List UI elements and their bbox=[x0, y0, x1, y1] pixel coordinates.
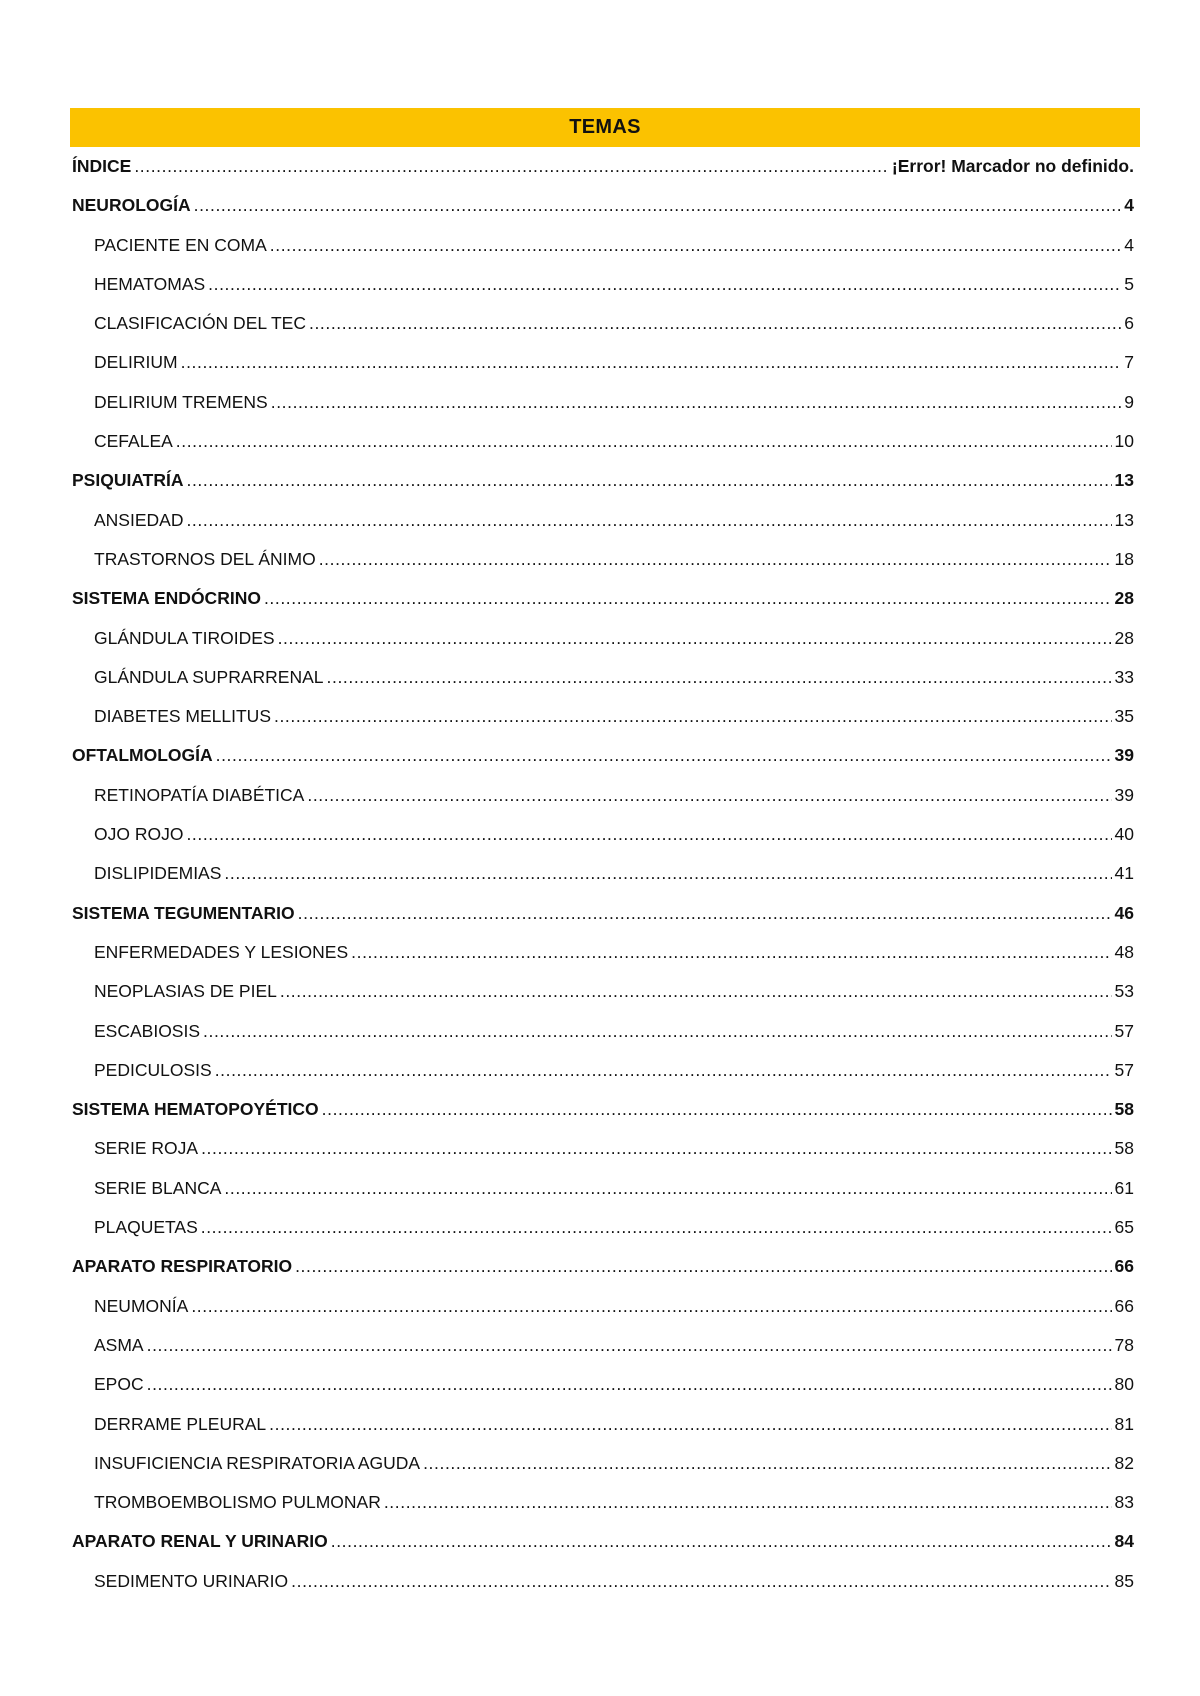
toc-entry-title: NEUMONÍA bbox=[94, 1295, 189, 1316]
toc-subsection-entry[interactable] bbox=[70, 1365, 1140, 1404]
toc-entry-title: NEUROLOGÍA bbox=[72, 195, 191, 216]
toc-entry-title: EPOC bbox=[94, 1374, 144, 1395]
toc-subsection-entry[interactable] bbox=[70, 815, 1140, 854]
toc-entry-title: NEOPLASIAS DE PIEL bbox=[94, 981, 277, 1002]
toc-subsection-entry[interactable] bbox=[70, 1326, 1140, 1365]
toc-entry-page-number: 33 bbox=[1114, 666, 1134, 687]
toc-dot-leader bbox=[224, 1169, 1111, 1208]
toc-dot-leader bbox=[270, 226, 1122, 265]
toc-subsection-entry[interactable] bbox=[70, 854, 1140, 893]
toc-subsection-entry[interactable] bbox=[70, 1051, 1140, 1090]
toc-entry-title: DISLIPIDEMIAS bbox=[94, 863, 222, 884]
toc-dot-leader bbox=[269, 1405, 1111, 1444]
toc-entry-page-number: 9 bbox=[1124, 391, 1134, 412]
toc-entry-title: DERRAME PLEURAL bbox=[94, 1413, 267, 1434]
toc-entry-page-number: 13 bbox=[1114, 470, 1134, 491]
toc-entry-title: DELIRIUM TREMENS bbox=[94, 391, 268, 412]
toc-entry-page-number: 39 bbox=[1114, 784, 1134, 805]
toc-entry-page-number: 28 bbox=[1114, 588, 1134, 609]
toc-entry-title: GLÁNDULA TIROIDES bbox=[94, 627, 275, 648]
toc-entry-page-number: 58 bbox=[1114, 1099, 1134, 1120]
toc-entry-title: HEMATOMAS bbox=[94, 273, 206, 294]
toc-entry-title: ASMA bbox=[94, 1334, 144, 1355]
toc-entry-page-number: 6 bbox=[1124, 313, 1134, 334]
toc-entry-page-number: 7 bbox=[1124, 352, 1134, 373]
toc-subsection-entry[interactable] bbox=[70, 1208, 1140, 1247]
toc-entry-title: TROMBOEMBOLISMO PULMONAR bbox=[94, 1492, 381, 1513]
toc-dot-leader bbox=[203, 1012, 1112, 1051]
toc-section-entry[interactable] bbox=[70, 1247, 1140, 1286]
toc-subsection-entry[interactable] bbox=[70, 540, 1140, 579]
toc-dot-leader bbox=[264, 579, 1112, 618]
toc-entry-title: ÍNDICE bbox=[72, 156, 132, 176]
toc-section-entry[interactable] bbox=[70, 894, 1140, 933]
toc-dot-leader bbox=[274, 697, 1112, 736]
toc-dot-leader bbox=[216, 736, 1112, 775]
toc-subsection-entry[interactable] bbox=[70, 972, 1140, 1011]
toc-entry-title: OFTALMOLOGÍA bbox=[72, 745, 213, 766]
toc-dot-leader bbox=[215, 1051, 1112, 1090]
toc-entry-title: ENFERMEDADES Y LESIONES bbox=[94, 941, 349, 962]
toc-subsection-entry[interactable] bbox=[70, 1562, 1140, 1601]
toc-list bbox=[70, 147, 1140, 1601]
toc-dot-leader bbox=[201, 1129, 1111, 1168]
toc-entry-page-number: 40 bbox=[1114, 824, 1134, 845]
toc-entry-page-number: 46 bbox=[1114, 902, 1134, 923]
toc-entry-page-number: 41 bbox=[1114, 863, 1134, 884]
toc-entry-page-number: 85 bbox=[1114, 1570, 1134, 1591]
toc-dot-leader bbox=[147, 1365, 1112, 1404]
toc-entry-title: OJO ROJO bbox=[94, 824, 184, 845]
toc-entry-page-number: 66 bbox=[1114, 1256, 1134, 1277]
toc-dot-leader bbox=[351, 933, 1111, 972]
toc-entry-title: APARATO RESPIRATORIO bbox=[72, 1256, 293, 1277]
toc-subsection-entry[interactable] bbox=[70, 1012, 1140, 1051]
toc-entry-page-number: 83 bbox=[1114, 1492, 1134, 1513]
toc-dot-leader bbox=[134, 147, 889, 186]
toc-entry-title: DIABETES MELLITUS bbox=[94, 706, 271, 727]
toc-dot-leader bbox=[278, 619, 1112, 658]
toc-entry-page-number: 78 bbox=[1114, 1334, 1134, 1355]
toc-dot-leader bbox=[187, 461, 1112, 500]
toc-subsection-entry[interactable] bbox=[70, 1405, 1140, 1444]
toc-subsection-entry[interactable] bbox=[70, 343, 1140, 382]
toc-entry-page-number: 28 bbox=[1114, 627, 1134, 648]
toc-entry-title: RETINOPATÍA DIABÉTICA bbox=[94, 784, 305, 805]
toc-entry-title: DELIRIUM bbox=[94, 352, 178, 373]
toc-subsection-entry[interactable] bbox=[70, 422, 1140, 461]
toc-dot-leader bbox=[147, 1326, 1112, 1365]
toc-entry-title: TRASTORNOS DEL ÁNIMO bbox=[94, 548, 316, 569]
toc-dot-leader bbox=[201, 1208, 1112, 1247]
toc-entry-page-number: 18 bbox=[1114, 548, 1134, 569]
toc-entry-title: CLASIFICACIÓN DEL TEC bbox=[94, 313, 306, 334]
toc-entry-title: SERIE ROJA bbox=[94, 1138, 199, 1159]
toc-entry-page-number: ¡Error! Marcador no definido. bbox=[891, 156, 1134, 176]
toc-dot-leader bbox=[186, 815, 1111, 854]
toc-section-entry[interactable] bbox=[70, 579, 1140, 618]
toc-subsection-entry[interactable] bbox=[70, 619, 1140, 658]
toc-entry-page-number: 65 bbox=[1114, 1217, 1134, 1238]
toc-dot-leader bbox=[176, 422, 1112, 461]
toc-header-band bbox=[70, 108, 1140, 147]
toc-entry-title: SISTEMA HEMATOPOYÉTICO bbox=[72, 1099, 319, 1120]
toc-entry-page-number: 57 bbox=[1114, 1059, 1134, 1080]
toc-section-entry[interactable] bbox=[70, 1522, 1140, 1561]
toc-entry-page-number: 4 bbox=[1124, 195, 1134, 216]
toc-entry-page-number: 5 bbox=[1124, 273, 1134, 294]
toc-entry-page-number: 53 bbox=[1114, 981, 1134, 1002]
toc-subsection-entry[interactable] bbox=[70, 304, 1140, 343]
toc-subsection-entry[interactable] bbox=[70, 1169, 1140, 1208]
toc-dot-leader bbox=[194, 186, 1122, 225]
toc-entry-title: PEDICULOSIS bbox=[94, 1059, 212, 1080]
toc-subsection-entry[interactable] bbox=[70, 226, 1140, 265]
toc-entry-page-number: 57 bbox=[1114, 1020, 1134, 1041]
toc-entry-page-number: 10 bbox=[1114, 431, 1134, 452]
toc-header-title: TEMAS bbox=[569, 116, 641, 138]
toc-subsection-entry[interactable] bbox=[70, 501, 1140, 540]
toc-dot-leader bbox=[322, 1090, 1112, 1129]
toc-subsection-entry[interactable] bbox=[70, 1129, 1140, 1168]
toc-subsection-entry[interactable] bbox=[70, 383, 1140, 422]
toc-entry-title: CEFALEA bbox=[94, 431, 173, 452]
toc-dot-leader bbox=[224, 854, 1111, 893]
toc-dot-leader bbox=[307, 776, 1111, 815]
toc-entry-page-number: 82 bbox=[1114, 1452, 1134, 1473]
toc-dot-leader bbox=[181, 343, 1122, 382]
toc-dot-leader bbox=[191, 1287, 1111, 1326]
toc-entry-title: SISTEMA TEGUMENTARIO bbox=[72, 902, 295, 923]
toc-entry-page-number: 4 bbox=[1124, 234, 1134, 255]
toc-subsection-entry[interactable] bbox=[70, 697, 1140, 736]
toc-entry-page-number: 81 bbox=[1114, 1413, 1134, 1434]
toc-dot-leader bbox=[384, 1483, 1112, 1522]
toc-entry-title: SERIE BLANCA bbox=[94, 1177, 222, 1198]
toc-dot-leader bbox=[298, 894, 1112, 933]
toc-entry-title: SEDIMENTO URINARIO bbox=[94, 1570, 289, 1591]
toc-dot-leader bbox=[280, 972, 1112, 1011]
toc-entry-title: PSIQUIATRÍA bbox=[72, 470, 184, 491]
toc-entry-page-number: 35 bbox=[1114, 706, 1134, 727]
toc-entry-page-number: 66 bbox=[1114, 1295, 1134, 1316]
toc-dot-leader bbox=[186, 501, 1111, 540]
toc-dot-leader bbox=[208, 265, 1121, 304]
toc-entry-page-number: 58 bbox=[1114, 1138, 1134, 1159]
toc-entry-title: ANSIEDAD bbox=[94, 509, 184, 530]
toc-subsection-entry[interactable] bbox=[70, 658, 1140, 697]
toc-entry-page-number: 61 bbox=[1114, 1177, 1134, 1198]
toc-section-entry[interactable] bbox=[70, 736, 1140, 775]
toc-entry-page-number: 80 bbox=[1114, 1374, 1134, 1395]
toc-dot-leader bbox=[319, 540, 1112, 579]
toc-page bbox=[70, 108, 1140, 1601]
toc-subsection-entry[interactable] bbox=[70, 1444, 1140, 1483]
toc-entry-page-number: 39 bbox=[1114, 745, 1134, 766]
toc-dot-leader bbox=[295, 1247, 1111, 1286]
toc-entry-page-number: 84 bbox=[1114, 1531, 1134, 1552]
toc-dot-leader bbox=[291, 1562, 1111, 1601]
toc-entry-title: ESCABIOSIS bbox=[94, 1020, 201, 1041]
toc-subsection-entry[interactable] bbox=[70, 1287, 1140, 1326]
toc-dot-leader bbox=[309, 304, 1121, 343]
toc-section-entry[interactable] bbox=[70, 186, 1140, 225]
toc-dot-leader bbox=[423, 1444, 1111, 1483]
toc-section-entry[interactable] bbox=[70, 147, 1140, 186]
toc-dot-leader bbox=[331, 1522, 1112, 1561]
toc-section-entry[interactable] bbox=[70, 461, 1140, 500]
toc-subsection-entry[interactable] bbox=[70, 265, 1140, 304]
toc-subsection-entry[interactable] bbox=[70, 933, 1140, 972]
toc-dot-leader bbox=[271, 383, 1122, 422]
toc-entry-title: INSUFICIENCIA RESPIRATORIA AGUDA bbox=[94, 1452, 421, 1473]
toc-dot-leader bbox=[327, 658, 1112, 697]
toc-entry-page-number: 13 bbox=[1114, 509, 1134, 530]
toc-entry-title: GLÁNDULA SUPRARRENAL bbox=[94, 666, 324, 687]
toc-entry-title: PACIENTE EN COMA bbox=[94, 234, 267, 255]
toc-subsection-entry[interactable] bbox=[70, 776, 1140, 815]
toc-entry-title: PLAQUETAS bbox=[94, 1217, 198, 1238]
toc-entry-title: SISTEMA ENDÓCRINO bbox=[72, 588, 261, 609]
toc-subsection-entry[interactable] bbox=[70, 1483, 1140, 1522]
toc-entry-page-number: 48 bbox=[1114, 941, 1134, 962]
toc-section-entry[interactable] bbox=[70, 1090, 1140, 1129]
toc-entry-title: APARATO RENAL Y URINARIO bbox=[72, 1531, 328, 1552]
